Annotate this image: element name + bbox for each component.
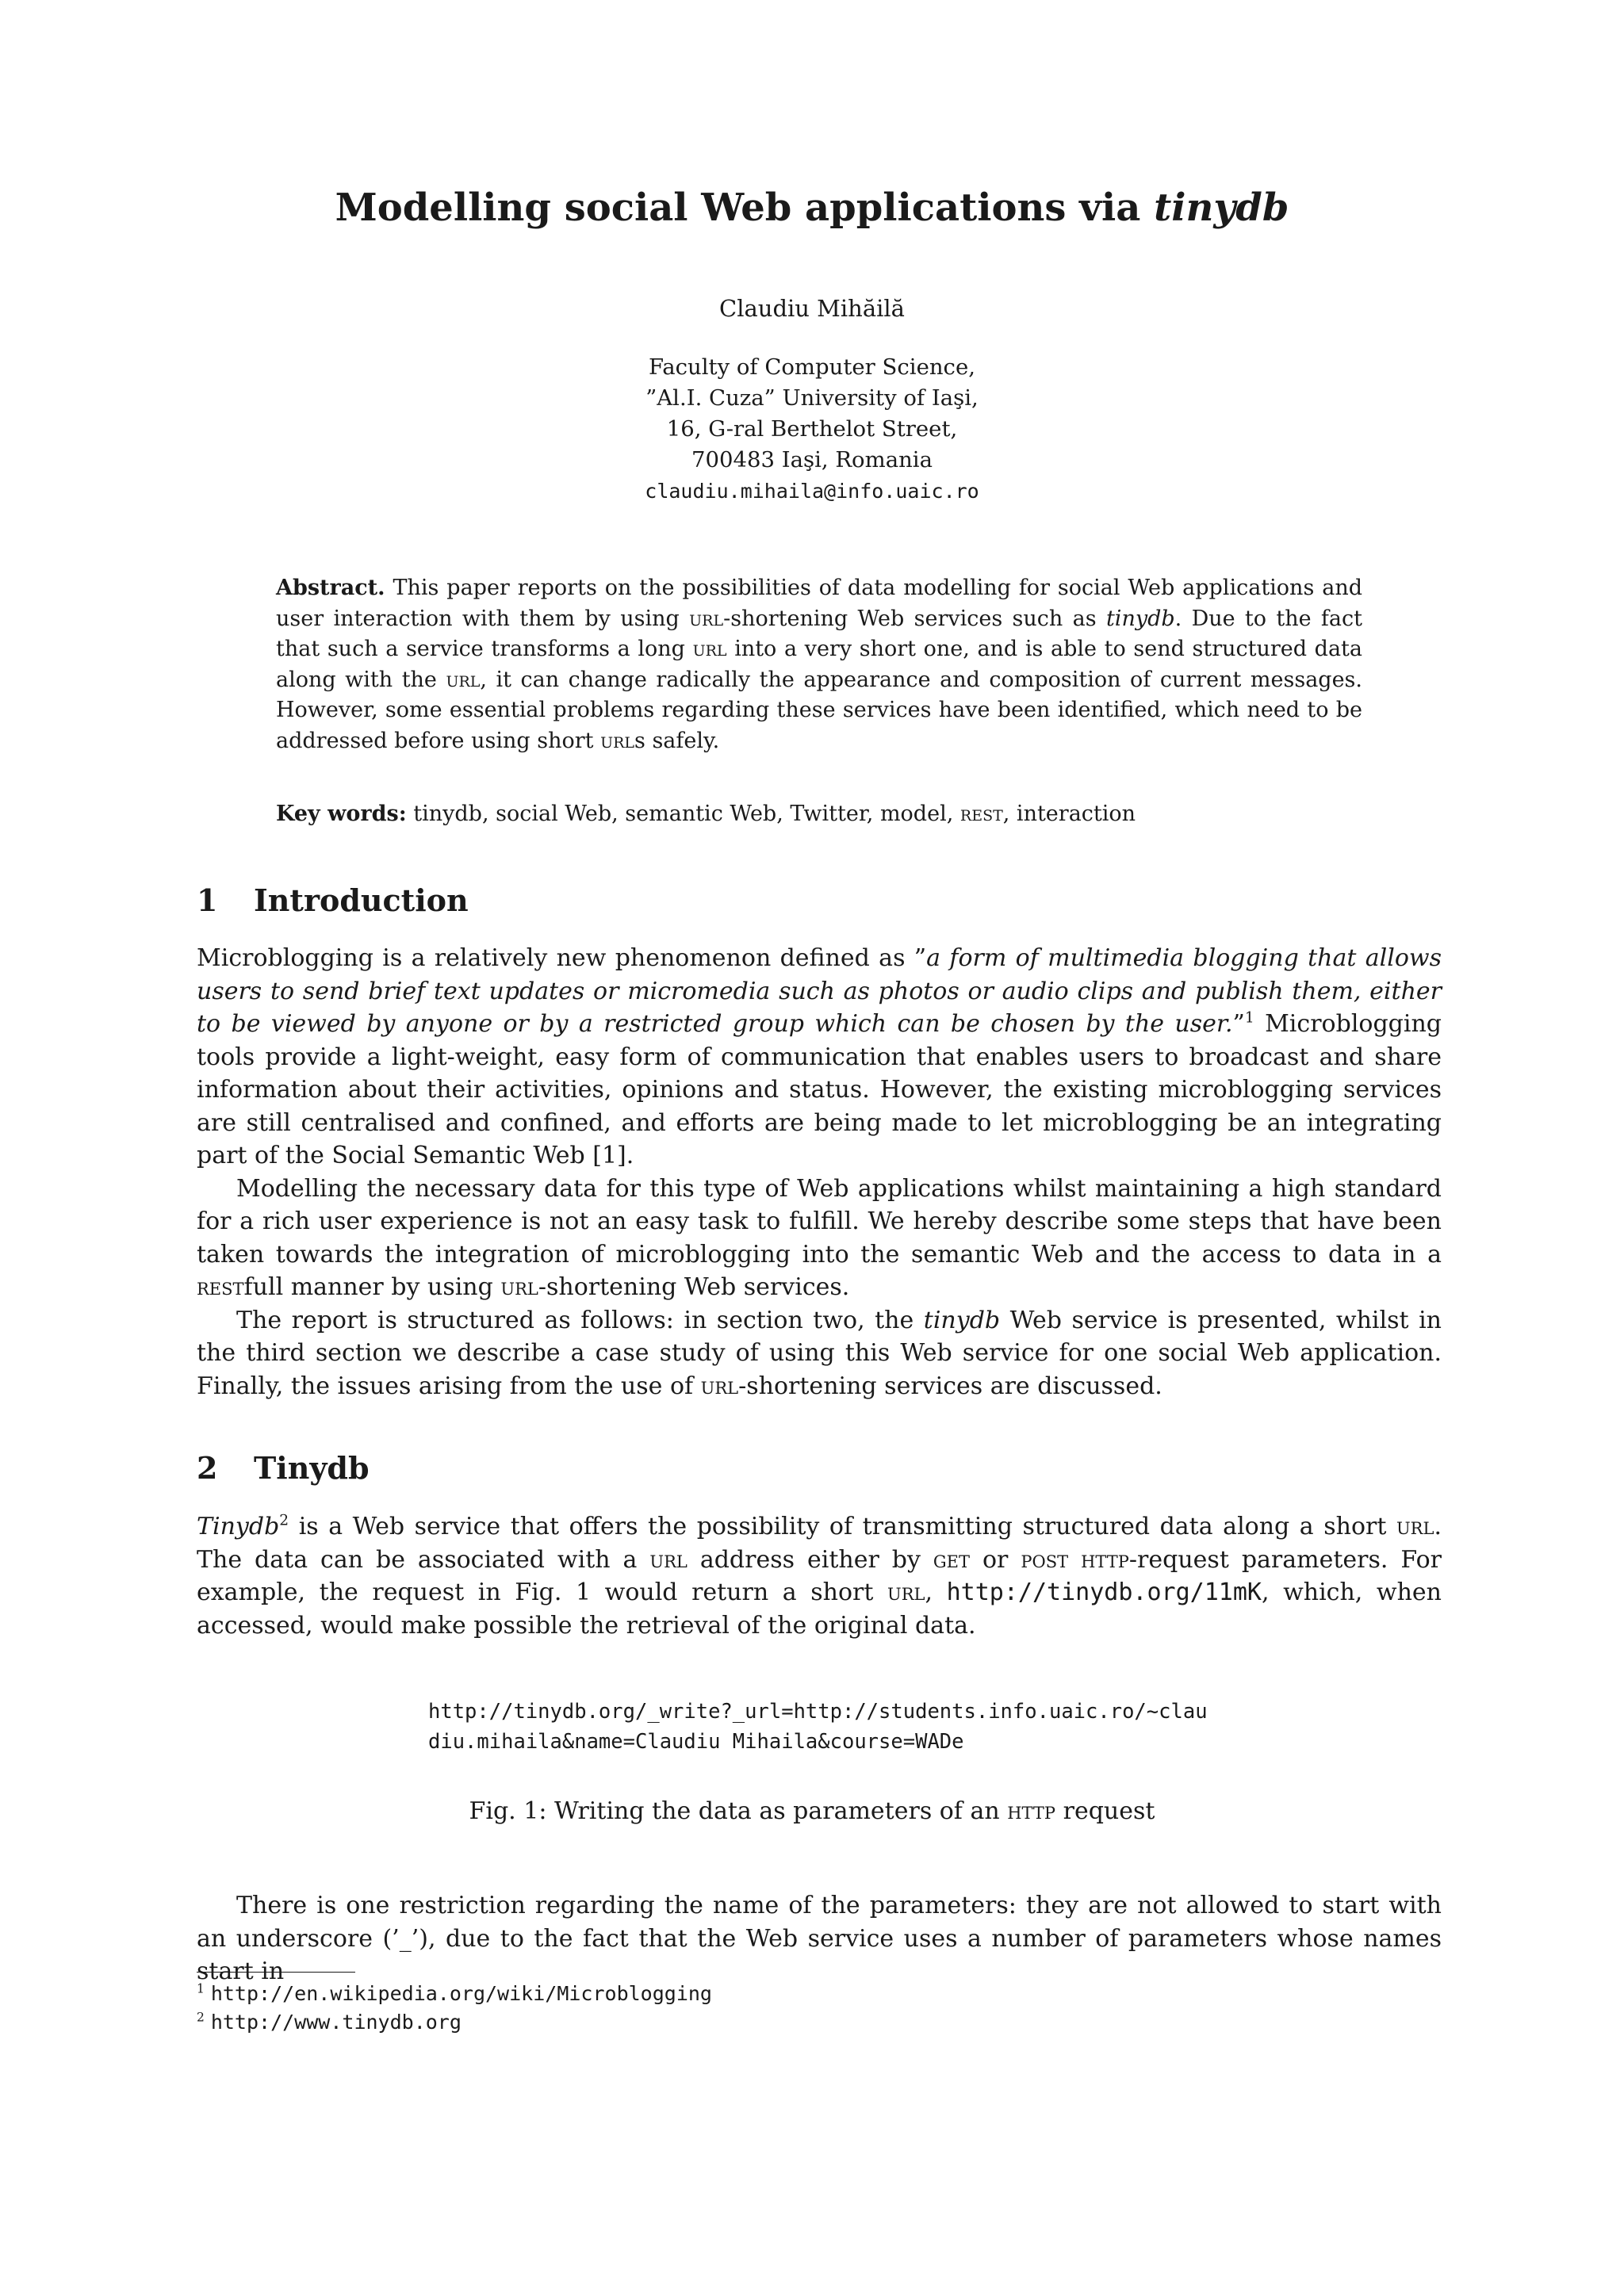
footnote	[197, 2008, 712, 2037]
smallcaps: get	[933, 1545, 970, 1574]
footnotes	[197, 1980, 712, 2037]
smallcaps: url	[649, 1545, 688, 1574]
affiliation-line: ”Al.I. Cuza” University of Iaşi,	[645, 385, 979, 411]
abstract-smallcaps: url	[446, 667, 481, 692]
smallcaps: post	[1021, 1545, 1069, 1574]
text: or	[982, 1545, 1009, 1574]
inline-code-url: http://tinydb.org/11mK	[946, 1578, 1262, 1606]
abstract-smallcaps: url	[692, 637, 727, 661]
figure-caption	[0, 1797, 1624, 1825]
text: -shortening services are discussed.	[738, 1372, 1162, 1400]
footnote	[197, 1980, 712, 2008]
affiliation-line: 16, G-ral Berthelot Street,	[666, 416, 958, 442]
keywords-text: tinydb, social Web, semantic Web, Twitter, model,	[413, 802, 954, 826]
abstract-text: into a very short one, and is able to send structured data along with the	[276, 637, 1362, 692]
keywords	[276, 799, 1362, 829]
affiliation-line: 700483 Iaşi, Romania	[691, 447, 933, 473]
paragraph	[197, 1304, 1442, 1403]
title-text: Modelling social Web applications via	[335, 186, 1141, 230]
smallcaps: url	[1396, 1513, 1434, 1540]
author-email: claudiu.mihaila@info.uaic.ro	[645, 480, 979, 503]
text: -request parameters. For example, the request in Fig. 1 would return a short	[197, 1545, 1442, 1606]
smallcaps: http	[1081, 1545, 1129, 1574]
code-listing	[428, 1697, 1208, 1757]
section-title: Tinydb	[254, 1450, 370, 1486]
abstract-text: s safely.	[634, 728, 720, 753]
italic: tinydb	[923, 1306, 1001, 1334]
paper-title	[0, 184, 1624, 232]
text: The report is structured as follows: in section two, the	[236, 1306, 914, 1334]
text: address either by	[699, 1545, 921, 1574]
footnote-mark: 1	[1244, 1009, 1254, 1027]
footnote-mark: 1	[197, 1981, 205, 1996]
tinydb-body-continued	[197, 1889, 1442, 1988]
paragraph: There is one restriction regarding the name of the parameters: they are not allowed to start with an underscore (’_’), due to the fact that the Web service uses a number of parameters whose names start in	[197, 1892, 1442, 1985]
title-italic: tinydb	[1154, 186, 1289, 230]
text: Web service is presented, whilst in the third section we describe a case study of using this Web service for one social Web application. Finally, the issues arising from the use of	[197, 1306, 1442, 1400]
paragraph	[197, 1173, 1442, 1304]
paragraph	[197, 942, 1442, 1173]
text: ,	[925, 1578, 933, 1606]
text: , which, when accessed, would make possible the retrieval of the original data.	[197, 1578, 1442, 1640]
affiliation-line: Faculty of Computer Science,	[649, 354, 975, 380]
text: ”	[1232, 1010, 1245, 1038]
abstract-text: -shortening Web services such as	[723, 606, 1097, 631]
quote-italic: a form of multimedia blogging that allows users to send brief text updates or micromedia such as photos or audio clips and publish them, either to be viewed by anyone or by a restricted group which can be chosen by the user.	[197, 944, 1442, 1038]
smallcaps: url	[887, 1578, 925, 1606]
abstract-text: , it can change radically the appearance and composition of current messages. However, some essential problems regarding these services have been identified, which need to be addressed before using short	[276, 667, 1362, 753]
footnote-rule	[197, 1972, 355, 1973]
italic: Tinydb	[197, 1513, 280, 1540]
text: Modelling the necessary data for this type of Web applications whilst maintaining a high standard for a rich user experience is not an easy task to fulfill. We hereby describe some steps that have been taken towards the integration of microblogging into the semantic Web and the access to data in a	[197, 1174, 1442, 1269]
section-number: 1	[197, 882, 218, 918]
code-line: diu.mihaila&name=Claudiu Mihaila&course=WADe	[428, 1730, 964, 1754]
smallcaps: http	[1007, 1797, 1056, 1825]
text: request	[1063, 1797, 1155, 1825]
keywords-label: Key words:	[276, 802, 407, 826]
text: Microblogging tools provide a light-weight, easy form of communication that enables users to broadcast and share information about their activities, opinions and status. However, the existing microblogging services are still centralised and confined, and efforts are being made to let microblogging be an integrating part of the Social Semantic Web [1].	[197, 1010, 1442, 1169]
affiliation	[0, 352, 1624, 507]
section-title: Introduction	[254, 882, 469, 918]
abstract-smallcaps: url	[600, 728, 635, 753]
text: full manner by using	[243, 1273, 493, 1301]
abstract-italic: tinydb	[1105, 606, 1175, 631]
footnote-mark: 2	[197, 2010, 205, 2025]
abstract-text: This paper reports on the possibilities of data modelling for social Web applications and user interaction with them by using	[276, 576, 1362, 631]
text: is a Web service that offers the possibility of transmitting structured data along a short	[289, 1513, 1387, 1540]
smallcaps: url	[500, 1273, 538, 1301]
text: -shortening Web services.	[538, 1273, 850, 1301]
section-heading-tinydb	[197, 1449, 370, 1487]
text: Fig. 1: Writing the data as parameters of an	[469, 1797, 1000, 1825]
keywords-smallcaps: rest	[959, 802, 1003, 826]
text: Microblogging is a relatively new phenomenon defined as ”	[197, 944, 927, 972]
keywords-text: , interaction	[1002, 802, 1136, 826]
section-number: 2	[197, 1450, 218, 1486]
code-line: http://tinydb.org/_write?_url=http://students.info.uaic.ro/~clau	[428, 1700, 1208, 1724]
tinydb-body	[197, 1510, 1442, 1642]
footnote-url: http://www.tinydb.org	[210, 2011, 462, 2034]
paragraph	[197, 1510, 1442, 1642]
abstract-text: . Due to the fact that such a service transforms a long	[276, 606, 1362, 661]
smallcaps: rest	[197, 1273, 244, 1301]
abstract	[276, 573, 1362, 756]
section-heading-introduction	[197, 882, 469, 920]
abstract-smallcaps: url	[689, 606, 724, 631]
footnote-mark: 2	[279, 1512, 289, 1529]
abstract-label: Abstract.	[276, 576, 385, 600]
text: . The data can be associated with a	[197, 1513, 1442, 1574]
author-name: Claudiu Mihăilă	[719, 295, 905, 322]
smallcaps: url	[700, 1372, 739, 1400]
introduction-body	[197, 942, 1442, 1402]
footnote-url: http://en.wikipedia.org/wiki/Microblogging	[210, 1982, 712, 2005]
